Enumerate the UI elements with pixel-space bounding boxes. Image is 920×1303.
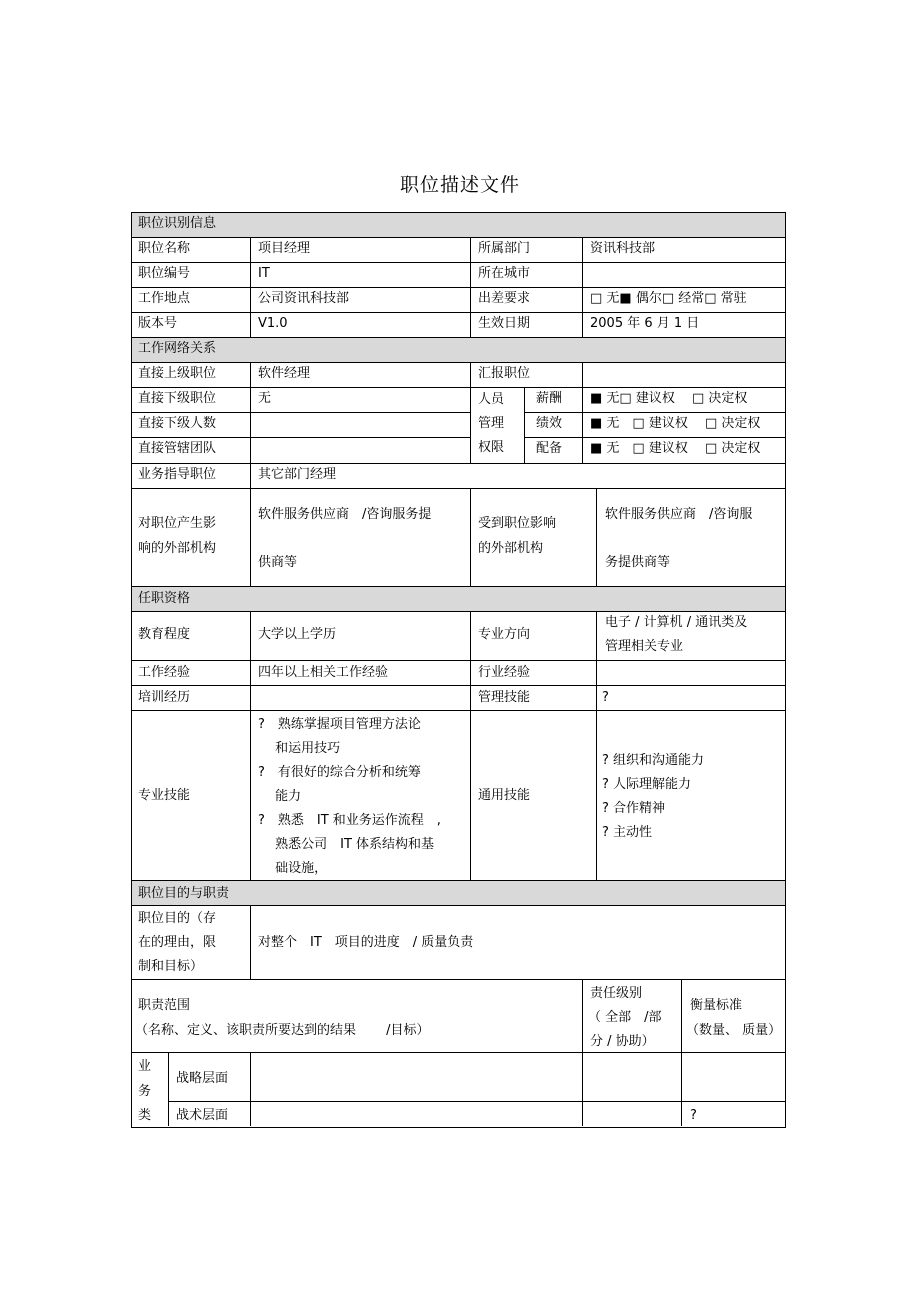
training-label: 培训经历 (138, 690, 191, 705)
section-header-identification (132, 213, 785, 237)
department-value: 资讯科技部 (590, 241, 656, 256)
staffing-label: 配备 (536, 441, 563, 456)
section-title-network: 工作网络关系 (138, 341, 217, 356)
professional-skill-line: ? 有很好的综合分析和统筹 (258, 765, 421, 780)
strategic-level-label: 战略层面 (176, 1071, 229, 1086)
department-label: 所属部门 (478, 241, 531, 256)
professional-skill-line: ? 熟悉 IT 和业务运作流程 , (258, 813, 441, 828)
purpose-label-line2: 在的理由，限 (138, 935, 217, 950)
influence-out-label-line2: 响的外部机构 (138, 541, 217, 556)
responsibility-level-line3: 分 / 协助） (590, 1034, 655, 1049)
professional-skill-line: ? 熟练掌握项目管理方法论 (258, 717, 421, 732)
measure-standard-line2: （数量、 质量） (686, 1023, 782, 1038)
professional-skill-line: 熟悉公司 IT 体系结构和基 (258, 837, 435, 852)
authority-label-1: 人员 (478, 392, 505, 407)
subordinate-count-label: 直接下级人数 (138, 416, 217, 431)
professional-skill-line: 和运用技巧 (258, 741, 341, 756)
category-label-char1: 业 (138, 1059, 152, 1074)
scope-label-line1: 职责范围 (138, 998, 191, 1013)
position-name-label: 职位名称 (138, 241, 191, 256)
effective-date-value: 2005 年 6 月 1 日 (590, 316, 700, 331)
category-label-char2: 务 (138, 1084, 152, 1099)
position-code-value: IT (258, 266, 270, 281)
salary-options: ■ 无□ 建议权 □ 决定权 (590, 391, 748, 406)
staffing-options: ■ 无 □ 建议权 □ 决定权 (590, 441, 761, 456)
superior-label: 直接上级职位 (138, 366, 217, 381)
section-header-qualification (132, 587, 785, 611)
team-label: 直接管辖团队 (138, 441, 217, 456)
management-skill-label: 管理技能 (478, 690, 531, 705)
authority-label-3: 权限 (478, 440, 505, 455)
professional-skill-label: 专业技能 (138, 788, 191, 803)
guidance-label: 业务指导职位 (138, 467, 217, 482)
report-label: 汇报职位 (478, 366, 531, 381)
salary-label: 薪酬 (536, 391, 563, 406)
management-skill-value: ? (602, 690, 609, 705)
section-title-purpose: 职位目的与职责 (138, 886, 230, 901)
influence-out-value-line1: 软件服务供应商 /咨询服务提 (258, 507, 432, 522)
major-value-line2: 管理相关专业 (605, 639, 684, 654)
influence-out-label-line1: 对职位产生影 (138, 516, 217, 531)
industry-label: 行业经验 (478, 665, 531, 680)
responsibility-level-line1: 责任级别 (590, 986, 643, 1001)
performance-options: ■ 无 □ 建议权 □ 决定权 (590, 416, 761, 431)
effective-date-label: 生效日期 (478, 316, 531, 331)
city-label: 所在城市 (478, 266, 531, 281)
section-header-purpose (132, 881, 785, 906)
education-label: 教育程度 (138, 627, 191, 642)
purpose-label-line3: 制和目标） (138, 959, 204, 974)
subordinate-label: 直接下级职位 (138, 391, 217, 406)
section-title-identification: 职位识别信息 (138, 216, 217, 231)
influence-out-value-line2: 供商等 (258, 555, 298, 570)
authority-label-2: 管理 (478, 416, 505, 431)
experience-value: 四年以上相关工作经验 (258, 665, 389, 680)
general-skill-item: ? 合作精神 (602, 801, 666, 816)
major-value-line1: 电子 / 计算机 / 通讯类及 (605, 615, 748, 630)
experience-label: 工作经验 (138, 665, 191, 680)
version-value: V1.0 (258, 316, 288, 331)
subordinate-value: 无 (258, 391, 272, 406)
work-location-value: 公司资讯科技部 (258, 291, 350, 306)
performance-label: 绩效 (536, 416, 563, 431)
category-label-char3: 类 (138, 1108, 152, 1123)
general-skill-label: 通用技能 (478, 788, 531, 803)
work-location-label: 工作地点 (138, 291, 191, 306)
influence-in-value-line2: 务提供商等 (605, 555, 671, 570)
position-code-label: 职位编号 (138, 266, 191, 281)
position-name-value: 项目经理 (258, 241, 311, 256)
page-title: 职位描述文件 (399, 174, 520, 196)
responsibility-level-line2: （ 全部 /部 (588, 1010, 662, 1025)
travel-label: 出差要求 (478, 291, 531, 306)
general-skill-item: ? 人际理解能力 (602, 777, 692, 792)
influence-in-value-line1: 软件服务供应商 /咨询服 (605, 507, 753, 522)
superior-value: 软件经理 (258, 366, 311, 381)
general-skill-item: ? 组织和沟通能力 (602, 753, 705, 768)
influence-in-label-line1: 受到职位影响 (478, 516, 557, 531)
guidance-value: 其它部门经理 (258, 467, 337, 482)
travel-options: □ 无■ 偶尔□ 经常□ 常驻 (590, 291, 747, 306)
professional-skill-line: 能力 (258, 789, 302, 804)
version-label: 版本号 (138, 316, 178, 331)
professional-skill-line: 础设施， (258, 861, 328, 876)
influence-in-label-line2: 的外部机构 (478, 541, 544, 556)
section-header-network (132, 337, 785, 362)
measure-standard-line1: 衡量标准 (690, 998, 743, 1013)
education-value: 大学以上学历 (258, 627, 337, 642)
purpose-value: 对整个 IT 项目的进度 / 质量负责 (258, 935, 474, 950)
tactical-level-label: 战术层面 (176, 1108, 229, 1123)
major-label: 专业方向 (478, 627, 531, 642)
purpose-label-line1: 职位目的（存 (138, 911, 217, 926)
section-title-qualification: 任职资格 (138, 591, 191, 606)
scope-label-line2: （名称、定义、该职责所要达到的结果 /目标） (135, 1023, 430, 1038)
general-skill-item: ? 主动性 (602, 825, 653, 840)
tactical-measure-value: ? (690, 1108, 697, 1123)
